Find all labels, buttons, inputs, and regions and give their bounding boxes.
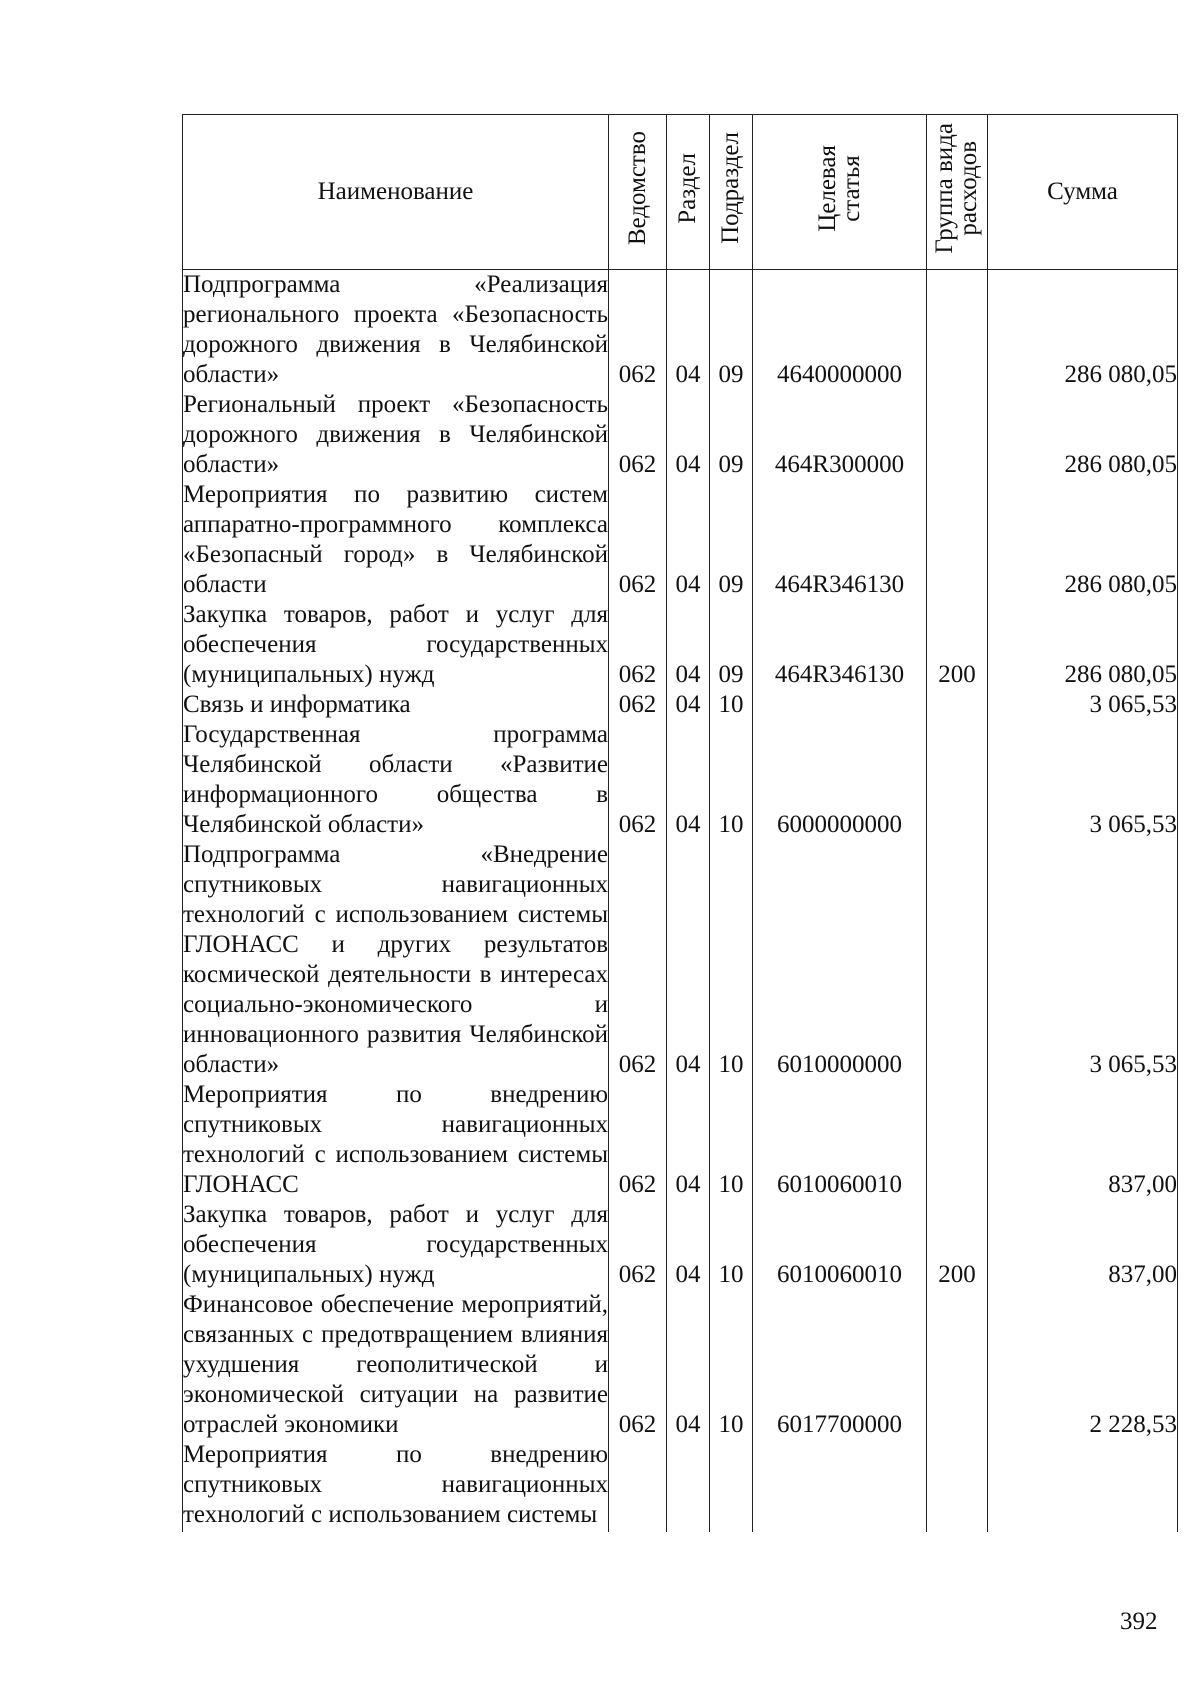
row-expense-group-cell [927,1440,988,1532]
row-target-article-cell: 464R346130 [753,600,927,690]
row-razdel-cell: 04 [667,690,710,720]
table-row [183,1200,1178,1290]
table-row [183,690,1178,720]
row-name-cell: Государственная программа Челябинской области «Развитие информационного общества в Челябинской области» [183,721,608,838]
row-expense-group-cell: 200 [927,1200,988,1290]
row-sum-cell: 2 228,53 [988,1290,1178,1440]
row-target-article-cell: 4640000000 [753,270,927,391]
row-podrazdel-cell: 10 [710,1290,753,1440]
row-target-article-cell: 464R300000 [753,390,927,480]
row-razdel-cell: 04 [667,1080,710,1200]
table-row [183,1440,1178,1532]
table-row [183,600,1178,690]
row-target-article-cell: 464R346130 [753,480,927,600]
header-vedomstvo: Ведомство [609,115,667,270]
row-target-article-cell: 6010060010 [753,1200,927,1290]
row-name-cell: Подпрограмма «Реализация регионального проекта «Безопасность дорожного движения в Челябинской области» [183,271,608,388]
row-expense-group-cell [927,390,988,480]
header-podrazdel: Подраздел [710,115,753,270]
header-sum: Сумма [988,115,1178,270]
row-vedomstvo-cell: 062 [609,1200,667,1290]
row-podrazdel-cell: 09 [710,480,753,600]
header-target-article: Целевая статья [753,115,927,270]
row-razdel-cell: 04 [667,600,710,690]
row-expense-group-cell: 200 [927,600,988,690]
row-vedomstvo-cell: 062 [609,690,667,720]
row-target-article-cell: 6000000000 [753,720,927,840]
table-row [183,480,1178,600]
row-sum-cell: 3 065,53 [988,840,1178,1080]
row-target-article-cell [753,1440,927,1532]
row-podrazdel-cell: 10 [710,840,753,1080]
row-expense-group-cell [927,270,988,391]
row-razdel-cell: 04 [667,270,710,391]
budget-table [182,114,1178,1532]
row-razdel-cell: 04 [667,480,710,600]
row-vedomstvo-cell: 062 [609,720,667,840]
row-podrazdel-cell [710,1440,753,1532]
row-sum-cell: 3 065,53 [988,690,1178,720]
header-row [183,115,1178,270]
row-vedomstvo-cell [609,1440,667,1532]
row-expense-group-cell [927,1290,988,1440]
row-razdel-cell [667,1440,710,1532]
table-row [183,720,1178,840]
row-sum-cell [988,1440,1178,1532]
row-target-article-cell: 6010000000 [753,840,927,1080]
page-number: 392 [1120,1608,1158,1635]
row-vedomstvo-cell: 062 [609,600,667,690]
row-sum-cell: 286 080,05 [988,600,1178,690]
table-row [183,1290,1178,1440]
row-expense-group-cell [927,720,988,840]
row-name-cell: Финансовое обеспечение мероприятий, связанных с предотвращением влияния ухудшения геополитической и экономической ситуации на развитие отраслей экономики [183,1291,608,1438]
row-razdel-cell: 04 [667,390,710,480]
table-row [183,390,1178,480]
row-sum-cell: 286 080,05 [988,480,1178,600]
row-razdel-cell: 04 [667,840,710,1080]
row-target-article-cell: 6017700000 [753,1290,927,1440]
row-vedomstvo-cell: 062 [609,1080,667,1200]
row-name-cell: Подпрограмма «Внедрение спутниковых навигационных технологий с использованием системы ГЛОНАСС и других результатов космической деятельности в интересах социально-экономического и инновационного развития Челябинской области» [183,841,608,1078]
row-podrazdel-cell: 10 [710,690,753,720]
header-expense-group: Группа вида расходов [927,115,988,270]
row-podrazdel-cell: 10 [710,720,753,840]
row-podrazdel-cell: 09 [710,600,753,690]
row-sum-cell: 3 065,53 [988,720,1178,840]
row-name-cell: Региональный проект «Безопасность дорожного движения в Челябинской области» [183,391,608,478]
row-name-cell: Закупка товаров, работ и услуг для обеспечения государственных (муниципальных) нужд [183,601,608,688]
row-name-cell: Мероприятия по развитию систем аппаратно-программного комплекса «Безопасный город» в Челябинской области [183,481,608,598]
row-sum-cell: 837,00 [988,1200,1178,1290]
table-row [183,1080,1178,1200]
row-target-article-cell: 6010060010 [753,1080,927,1200]
table-row [183,840,1178,1080]
row-expense-group-cell [927,690,988,720]
row-vedomstvo-cell: 062 [609,1290,667,1440]
row-podrazdel-cell: 10 [710,1080,753,1200]
row-vedomstvo-cell: 062 [609,390,667,480]
row-razdel-cell: 04 [667,1200,710,1290]
table-body [183,270,1178,1533]
row-name-cell: Закупка товаров, работ и услуг для обеспечения государственных (муниципальных) нужд [183,1201,608,1288]
row-sum-cell: 286 080,05 [988,390,1178,480]
row-name-cell: Мероприятия по внедрению спутниковых навигационных технологий с использованием системы ГЛОНАСС [183,1081,608,1198]
row-vedomstvo-cell: 062 [609,270,667,391]
row-podrazdel-cell: 09 [710,390,753,480]
row-podrazdel-cell: 09 [710,270,753,391]
row-expense-group-cell [927,1080,988,1200]
row-razdel-cell: 04 [667,1290,710,1440]
row-name-cell: Связь и информатика [183,690,609,720]
header-name: Наименование [183,115,609,270]
row-vedomstvo-cell: 062 [609,840,667,1080]
table-row [183,270,1178,391]
row-expense-group-cell [927,480,988,600]
row-expense-group-cell [927,840,988,1080]
row-sum-cell: 286 080,05 [988,270,1178,391]
row-target-article-cell [753,690,927,720]
row-name-cell: Мероприятия по внедрению спутниковых навигационных технологий с использованием системы [183,1440,609,1532]
row-razdel-cell: 04 [667,720,710,840]
header-razdel: Раздел [667,115,710,270]
row-podrazdel-cell: 10 [710,1200,753,1290]
row-sum-cell: 837,00 [988,1080,1178,1200]
row-vedomstvo-cell: 062 [609,480,667,600]
